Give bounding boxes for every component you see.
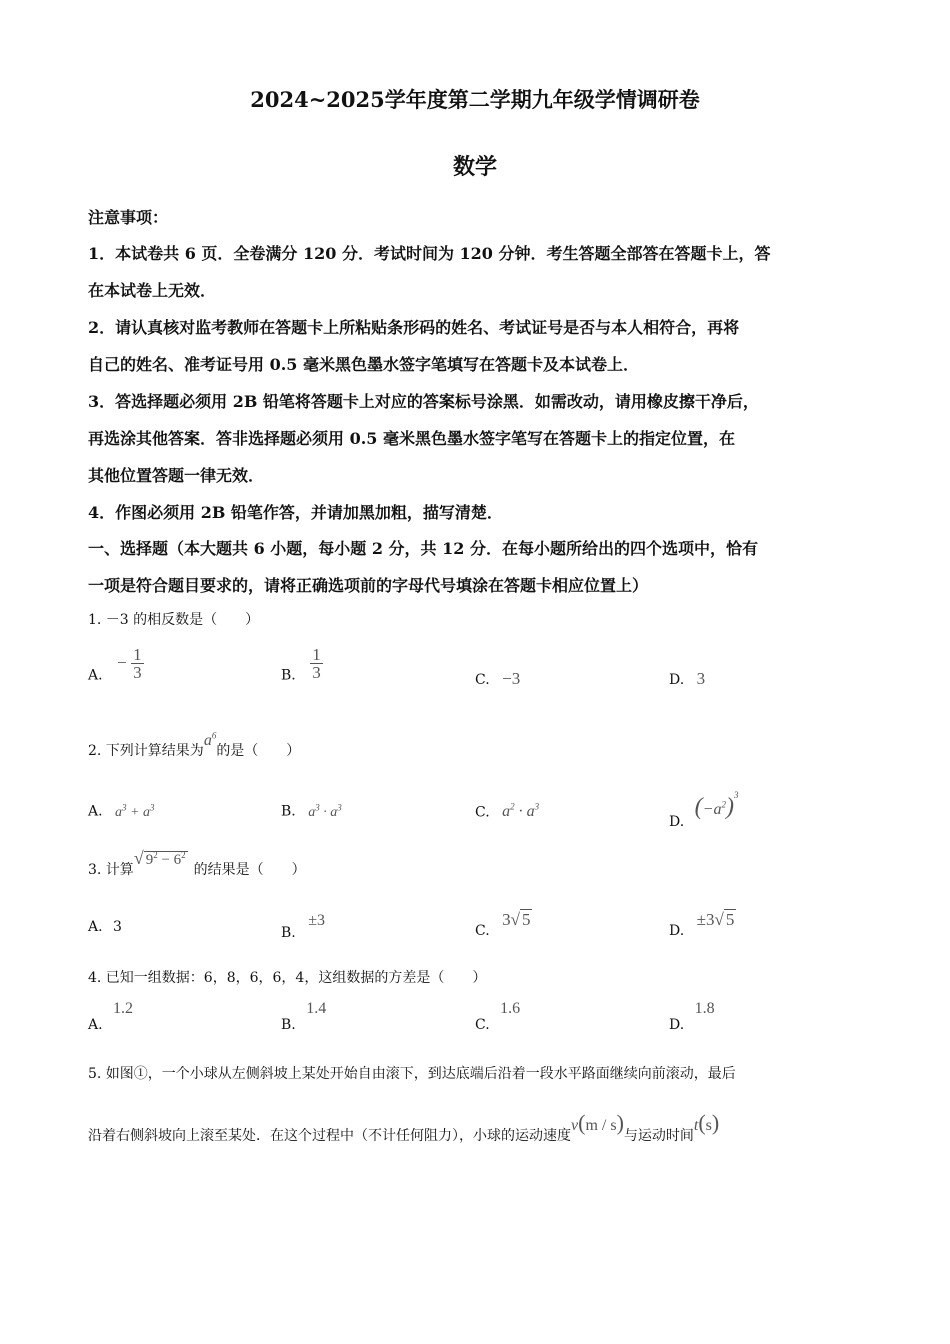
q2-d-outer-exp: 3 bbox=[733, 790, 739, 800]
q2-option-a bbox=[88, 802, 154, 821]
q1-b-den: 3 bbox=[312, 663, 321, 682]
q2-c-expr bbox=[502, 803, 539, 820]
q3-c-coef: 3 bbox=[502, 910, 511, 929]
q4-a-value: 1.2 bbox=[113, 1000, 134, 1017]
q3-stem-post: 的结果是（ ） bbox=[193, 862, 306, 878]
q2-d-rparen: ) bbox=[725, 794, 734, 820]
q5-v-lparen: ( bbox=[578, 1110, 586, 1135]
q4-a-label: A. bbox=[88, 1017, 103, 1033]
q1-b-num: 1 bbox=[312, 645, 321, 664]
q5-v-unit: m / s bbox=[585, 1117, 617, 1134]
q1-b-fraction bbox=[310, 646, 323, 681]
q3-r-b: 6 bbox=[173, 852, 182, 868]
q4-option-b bbox=[281, 1000, 326, 1033]
q2-option-c bbox=[475, 802, 539, 821]
q5-t: t bbox=[693, 1117, 699, 1134]
q3-option-a bbox=[88, 919, 122, 935]
q2-stem-exp: 6 bbox=[211, 730, 217, 741]
notice-item1-line1: 1．本试卷共 6 页．全卷满分 120 分．考试时间为 120 分钟．考生答题全部答在答题卡上，答 bbox=[88, 244, 771, 263]
q3-b-value: ±3 bbox=[308, 912, 325, 929]
q1-option-a bbox=[88, 646, 144, 684]
q2-b-base1: a bbox=[308, 804, 316, 820]
q3-option-d bbox=[669, 910, 736, 939]
q3-stem-pre: 3. 计算 bbox=[88, 862, 134, 878]
q2-a-exp2: 3 bbox=[149, 802, 155, 812]
q1-d-value: 3 bbox=[696, 669, 706, 688]
exam-title: 2024~2025学年度第二学期九年级学情调研卷 bbox=[250, 87, 700, 112]
q4-c-label: C. bbox=[475, 1017, 490, 1033]
q4-d-label: D. bbox=[669, 1017, 685, 1033]
q3-radical-sign: √ bbox=[133, 848, 144, 868]
q2-stem-math bbox=[204, 732, 217, 749]
q2-c-label: C. bbox=[475, 804, 490, 821]
q4-b-label: B. bbox=[281, 1017, 296, 1033]
q2-option-d bbox=[669, 790, 738, 830]
q3-option-c bbox=[475, 910, 532, 939]
notice-item3-line2: 再选涂其他答案．答非选择题必须用 0.5 毫米黑色墨水签字笔写在答题卡上的指定位置，在 bbox=[88, 429, 735, 448]
q2-d-inner-exp: 2 bbox=[721, 799, 726, 810]
q5-line2-pre: 沿着右侧斜坡向上滚至某处．在这个过程中（不计任何阻力），小球的运动速度 bbox=[88, 1128, 571, 1144]
section1-line2: 一项是符合题目要求的，请将正确选项前的字母代号填涂在答题卡相应位置上） bbox=[88, 576, 649, 595]
q2-c-exp2: 3 bbox=[534, 802, 540, 812]
q1-option-b bbox=[281, 646, 323, 684]
q3-stem-radical bbox=[133, 848, 188, 868]
q2-b-base2: a bbox=[330, 804, 338, 820]
q3-d-value bbox=[697, 910, 737, 929]
notice-item3-line1: 3．答选择题必须用 2B 铅笔将答题卡上对应的答案标号涂黑．如需改动，请用橡皮擦干净后， bbox=[88, 392, 759, 411]
q5-velocity bbox=[571, 1110, 624, 1135]
q2-c-base2: a bbox=[526, 803, 535, 821]
notice-item3-line3: 其他位置答题一律无效． bbox=[88, 466, 265, 485]
q3-d-radicand: 5 bbox=[725, 910, 735, 929]
q1-stem: 1. －3 的相反数是（ ） bbox=[88, 612, 260, 628]
q4-d-value: 1.8 bbox=[694, 1000, 715, 1017]
q3-option-b bbox=[281, 912, 325, 941]
q3-b-label: B. bbox=[281, 925, 296, 941]
q3-a-value: 3 bbox=[113, 919, 122, 935]
notice-item1-line2: 在本试卷上无效． bbox=[88, 281, 217, 300]
notice-heading: 注意事项： bbox=[88, 208, 169, 227]
q5-line2 bbox=[88, 1110, 719, 1145]
q5-t-lparen: ( bbox=[698, 1110, 706, 1135]
q2-c-exp1: 2 bbox=[510, 802, 515, 812]
q2-a-label: A. bbox=[88, 803, 103, 820]
q2-b-exp1: 3 bbox=[315, 802, 320, 812]
q4-b-value: 1.4 bbox=[306, 1000, 327, 1017]
q5-t-unit: s bbox=[705, 1117, 712, 1134]
q1-option-c bbox=[475, 669, 520, 689]
q1-a-num: 1 bbox=[133, 645, 142, 664]
q3-d-label: D. bbox=[669, 923, 685, 939]
q4-option-a bbox=[88, 1000, 133, 1033]
q4-c-value: 1.6 bbox=[500, 1000, 521, 1017]
section1-line1: 一、选择题（本大题共 6 小题，每小题 2 分，共 12 分．在每小题所给出的四个选项中，恰有 bbox=[88, 539, 758, 558]
q2-a-expr bbox=[115, 802, 155, 820]
q2-d-label: D. bbox=[669, 814, 685, 830]
q3-stem bbox=[88, 848, 306, 879]
q2-a-base2: a bbox=[142, 804, 150, 820]
q3-a-label: A. bbox=[88, 919, 103, 935]
q3-r-a-exp: 2 bbox=[153, 850, 158, 860]
q5-t-rparen: ) bbox=[711, 1110, 720, 1135]
notice-item2-line1: 2．请认真核对监考教师在答题卡上所粘贴条形码的姓名、考试证号是否与本人相符合，再将 bbox=[88, 318, 740, 337]
q2-a-plus: + bbox=[130, 804, 140, 820]
q2-b-dot: · bbox=[323, 804, 327, 820]
q3-c-value bbox=[502, 910, 532, 929]
q1-a-den: 3 bbox=[133, 663, 142, 682]
q2-d-minus: − bbox=[702, 801, 714, 818]
q2-c-dot: · bbox=[518, 803, 523, 821]
q3-r-b-exp: 2 bbox=[181, 850, 186, 860]
q2-d-expr bbox=[694, 790, 739, 820]
q2-c-base1: a bbox=[502, 803, 511, 821]
q5-v: v bbox=[571, 1117, 579, 1134]
notice-item2-line2: 自己的姓名、准考证号用 0.5 毫米黑色墨水签字笔填写在答题卡及本试卷上． bbox=[88, 355, 639, 374]
q2-stem-post: 的是（ ） bbox=[216, 743, 301, 759]
q3-r-minus: − bbox=[161, 852, 170, 868]
q4-option-c bbox=[475, 1000, 520, 1033]
q2-b-expr bbox=[308, 802, 342, 820]
q2-d-lparen: ( bbox=[694, 794, 703, 820]
q4-option-d bbox=[669, 1000, 715, 1033]
q1-c-value: −3 bbox=[502, 669, 521, 688]
q3-d-radical: √ bbox=[714, 910, 724, 929]
q2-stem-pre: 2. 下列计算结果为 bbox=[88, 743, 204, 759]
q3-c-radical: √ bbox=[510, 910, 520, 929]
q2-stem bbox=[88, 730, 301, 760]
q2-b-exp2: 3 bbox=[337, 802, 342, 812]
q4-stem: 4. 已知一组数据：6，8，6，6，4，这组数据的方差是（ ） bbox=[88, 970, 487, 986]
q1-a-sign: − bbox=[117, 652, 127, 672]
q5-line1: 5. 如图①，一个小球从左侧斜坡上某处开始自由滚下，到达底端后沿着一段水平路面继续向前滚动，最后 bbox=[88, 1066, 736, 1082]
q3-c-radicand: 5 bbox=[521, 910, 531, 929]
q1-c-label: C. bbox=[475, 672, 490, 688]
q5-time bbox=[693, 1110, 720, 1135]
q5-line2-mid: 与运动时间 bbox=[623, 1128, 694, 1144]
q3-c-label: C. bbox=[475, 923, 490, 939]
q3-radicand bbox=[144, 851, 188, 868]
q1-option-d bbox=[669, 669, 705, 689]
q3-r-a: 9 bbox=[145, 852, 154, 868]
notice-item4: 4．作图必须用 2B 铅笔作答，并请加黑加粗，描写清楚． bbox=[88, 503, 503, 522]
q1-a-label: A. bbox=[88, 667, 103, 684]
subject-title: 数学 bbox=[452, 154, 497, 180]
q1-b-label: B. bbox=[281, 667, 296, 684]
q2-d-base: a bbox=[713, 801, 722, 818]
q2-a-base1: a bbox=[115, 804, 123, 820]
q2-b-label: B. bbox=[281, 803, 296, 820]
q3-d-coef: ±3 bbox=[696, 910, 715, 929]
q1-a-fraction bbox=[131, 646, 144, 681]
q2-stem-base: a bbox=[203, 732, 212, 749]
q2-option-b bbox=[281, 802, 342, 821]
q5-v-rparen: ) bbox=[616, 1110, 624, 1135]
q1-d-label: D. bbox=[669, 672, 685, 688]
q2-a-exp1: 3 bbox=[122, 802, 127, 812]
